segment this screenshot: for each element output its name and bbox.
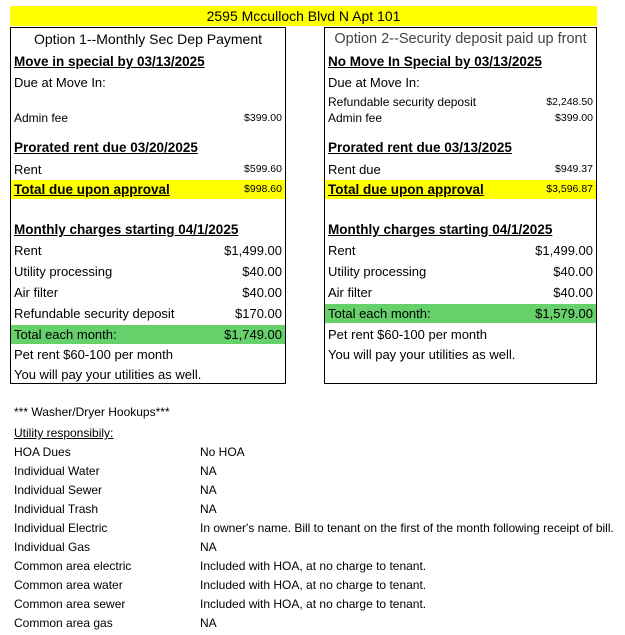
- option1-admin-fee-row: Admin fee $399.00: [14, 111, 282, 125]
- option2-utility-note: You will pay your utilities as well.: [328, 347, 516, 362]
- washer-dryer-note: *** Washer/Dryer Hookups***: [14, 405, 170, 419]
- utility-item: Individual Sewer: [14, 483, 103, 497]
- utility-item: Common area gas: [14, 616, 113, 630]
- option1-due-label: Due at Move In:: [14, 75, 106, 90]
- utility-item: Common area water: [14, 578, 123, 592]
- utility-item: Common area electric: [14, 559, 132, 573]
- utility-value: Included with HOA, at no charge to tenant.: [200, 597, 427, 611]
- option1-utility-note: You will pay your utilities as well.: [14, 367, 202, 382]
- option2-monthly-row: Utility processing $40.00: [328, 264, 593, 279]
- option1-monthly-row: Refundable security deposit $170.00: [14, 306, 282, 321]
- option1-pet-note: Pet rent $60-100 per month: [14, 347, 173, 362]
- option2-monthly-total-row: Total each month: $1,579.00: [325, 304, 596, 323]
- option2-title: Option 2--Security deposit paid up front: [334, 31, 587, 47]
- option2-monthly-row: Air filter $40.00: [328, 285, 593, 300]
- option1-total-row: Total due upon approval $998.60: [11, 180, 285, 199]
- utility-value: NA: [200, 502, 217, 516]
- option1-monthly-row: Utility processing $40.00: [14, 264, 282, 279]
- option1-title: Option 1--Monthly Sec Dep Payment: [34, 31, 262, 47]
- utility-value: No HOA: [200, 445, 245, 459]
- option1-monthly-row: Rent $1,499.00: [14, 243, 282, 258]
- utility-value: NA: [200, 616, 217, 630]
- utility-value: Included with HOA, at no charge to tenant.: [200, 578, 427, 592]
- utility-value: In owner's name. Bill to tenant on the first of the month following receipt of bill.: [200, 521, 614, 535]
- option1-monthly-row: Air filter $40.00: [14, 285, 282, 300]
- utility-value: Included with HOA, at no charge to tenant.: [200, 559, 427, 573]
- option2-monthly-heading: Monthly charges starting 04/1/2025: [328, 222, 553, 237]
- option1-rent-row: Rent $599.60: [14, 162, 282, 177]
- utility-item: Individual Electric: [14, 521, 108, 535]
- option2-total-row: Total due upon approval $3,596.87: [325, 180, 596, 199]
- option1-special-heading: Move in special by 03/13/2025: [14, 54, 205, 69]
- utility-value: NA: [200, 540, 217, 554]
- option2-monthly-row: Rent $1,499.00: [328, 243, 593, 258]
- utility-item: Individual Gas: [14, 540, 91, 554]
- utility-item: HOA Dues: [14, 445, 71, 459]
- option1-monthly-heading: Monthly charges starting 04/1/2025: [14, 222, 239, 237]
- option2-due-label: Due at Move In:: [328, 75, 420, 90]
- option2-admin-fee-row: Admin fee $399.00: [328, 111, 593, 125]
- option2-pet-note: Pet rent $60-100 per month: [328, 327, 487, 342]
- option2-rent-row: Rent due $949.37: [328, 162, 593, 177]
- utility-heading: Utility responsibily:: [14, 426, 114, 440]
- option1-prorated-heading: Prorated rent due 03/20/2025: [14, 140, 198, 155]
- utility-item: Individual Water: [14, 464, 100, 478]
- utility-value: NA: [200, 483, 217, 497]
- option2-deposit-row: Refundable security deposit $2,248.50: [328, 95, 593, 109]
- utility-item: Common area sewer: [14, 597, 126, 611]
- option2-special-heading: No Move In Special by 03/13/2025: [328, 54, 542, 69]
- option2-panel: [324, 27, 597, 384]
- address-title: 2595 Mcculloch Blvd N Apt 101: [10, 6, 597, 26]
- option1-monthly-total-row: Total each month: $1,749.00: [11, 325, 285, 344]
- option2-prorated-heading: Prorated rent due 03/13/2025: [328, 140, 512, 155]
- utility-value: NA: [200, 464, 217, 478]
- utility-item: Individual Trash: [14, 502, 99, 516]
- option1-panel: [10, 27, 286, 384]
